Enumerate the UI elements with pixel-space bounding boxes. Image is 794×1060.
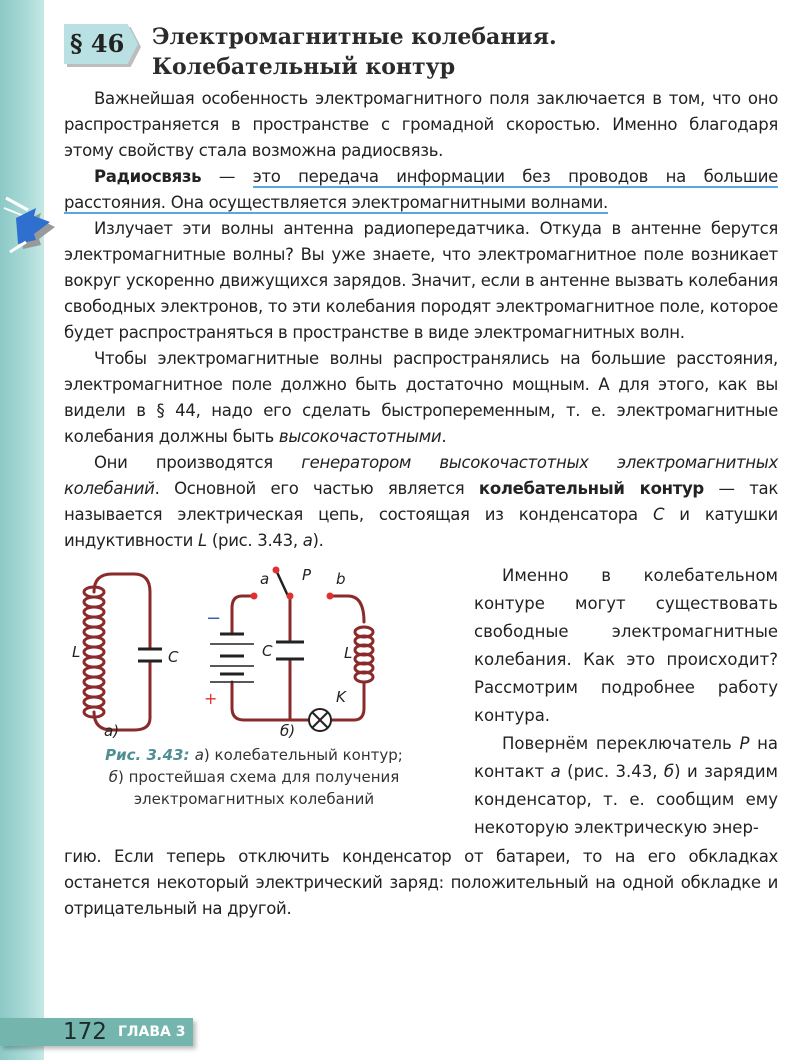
figure-3-43 xyxy=(64,562,444,738)
chapter-label: ГЛАВА 3 xyxy=(118,1024,186,1040)
section-title xyxy=(152,22,557,82)
term-kontur: колебательный контур xyxy=(478,479,704,498)
term-radiosvyaz: Радиосвязь xyxy=(94,167,202,186)
paragraph-7 xyxy=(474,730,778,842)
p4-italic: высокочастотными xyxy=(278,427,442,446)
dash: — xyxy=(201,167,253,186)
figure-and-text-row xyxy=(64,562,778,842)
battery xyxy=(210,634,254,682)
contact-a-ref: а xyxy=(550,762,561,781)
contact-pivot xyxy=(287,593,294,600)
label-L-a: L xyxy=(72,643,81,661)
body-text-bottom xyxy=(64,844,778,922)
page-content xyxy=(64,0,778,992)
p5-text-d: и катушки индуктивности xyxy=(64,505,778,550)
p4-text: Чтобы электромагнитные волны распространялись на большие расстояния, электромагнитное поле должно быть достаточно мощным. А для этого, как вы видели в § 44, надо его сделать быстропеременным, т. е. электромагнитные колебания должны быть xyxy=(64,349,778,446)
caption-b-text: ) простейшая схема для получения электромагнитных колебаний xyxy=(117,768,400,808)
caption-colon: : xyxy=(183,746,195,764)
page-number: 172 xyxy=(63,1019,107,1045)
p5-text-f: ). xyxy=(312,531,324,550)
label-K: K xyxy=(336,688,346,706)
paragraph-4 xyxy=(64,346,778,450)
coil-a xyxy=(84,587,104,717)
section-title-line2: Колебательный контур xyxy=(152,54,456,80)
label-plus: + xyxy=(204,689,218,708)
caption-b-label: б xyxy=(108,768,118,786)
coil-b xyxy=(355,627,373,682)
symbol-C: C xyxy=(652,505,665,524)
fig-ref-b: б xyxy=(663,762,675,781)
caption-a-text: ) колебательный контур; xyxy=(203,746,403,764)
caption-a-label: а xyxy=(194,746,204,764)
wire-a xyxy=(94,574,150,730)
p5-text-a: Они производятся xyxy=(94,453,302,472)
paragraph-7-continued: гию. Если теперь отключить конденсатор от батареи, то на его обкладках останется некоторый электрический заряд: положительный на одной обкладке и отрицательный на другой. xyxy=(64,847,778,918)
switch-lever xyxy=(276,570,288,596)
label-L-b: L xyxy=(344,644,353,662)
p5-text-b: . Основной его частью является xyxy=(154,479,479,498)
p5-text-c: — так называется электрическая цепь, состоящая из конденсатора xyxy=(64,479,778,524)
symbol-P: P xyxy=(739,734,750,753)
label-C-a: C xyxy=(168,648,179,666)
p7-text-d: ) и зарядим конденсатор, т. е. сообщим ему некоторую электрическую энер- xyxy=(474,762,778,837)
label-C-b: C xyxy=(262,642,273,660)
section-header xyxy=(64,22,778,82)
lamp xyxy=(309,709,331,731)
label-a: a xyxy=(260,570,270,588)
label-P: P xyxy=(302,566,312,584)
label-b: b xyxy=(336,570,346,588)
capacitor-b xyxy=(276,642,304,659)
figure-caption xyxy=(64,744,444,810)
body-text-top xyxy=(64,86,778,554)
paragraph-3: Излучает эти волны антенна радиопередатчика. Откуда в антенне берутся электромагнитные волны? Вы уже знаете, что электромагнитное поле возникает вокруг ускоренно движущихся зарядов. Значит, если в антенне вызвать колебания свободных электронов, то эти колебания породят электромагнитное поле, которое будет распространяться в пространстве в виде электромагнитных волн. xyxy=(64,219,778,342)
paragraph-1: Важнейшая особенность электромагнитного поля заключается в том, что оно распространяется в пространстве с громадной скоростью. Именно благодаря этому свойству стала возможна радиосвязь. xyxy=(64,89,778,160)
paragraph-definition xyxy=(64,164,778,216)
symbol-L: L xyxy=(198,531,207,550)
p7-text-c: (рис. 3.43, xyxy=(560,762,664,781)
section-number: § 46 xyxy=(70,29,125,58)
p5-text-e: (рис. 3.43, xyxy=(206,531,303,550)
body-text-right-column xyxy=(474,562,778,842)
paragraph-5 xyxy=(64,450,778,554)
p7-text-b: на контакт xyxy=(474,734,778,781)
paragraph-6: Именно в колебательном контуре могут существовать свободные электромагнитные колебания. Как это происходит? Рассмотрим подробнее работу контура. xyxy=(474,566,778,725)
p7-text-a: Повернём переключатель xyxy=(502,734,740,753)
sub-label-a: а) xyxy=(104,722,120,738)
capacitor-a xyxy=(138,649,162,661)
sub-label-b: б) xyxy=(280,722,296,738)
fig-ref-a: а xyxy=(302,531,313,550)
section-title-line1: Электромагнитные колебания. xyxy=(152,24,557,50)
page-margin-strip xyxy=(0,0,44,1060)
figure-column xyxy=(64,562,444,810)
p5-italic: генератором высокочастотных электромагнитных колебаний xyxy=(64,453,778,498)
page-footer xyxy=(0,1018,193,1046)
label-minus: − xyxy=(206,608,222,629)
caption-label: Рис. 3.43 xyxy=(105,746,184,764)
section-badge-wrap xyxy=(64,24,138,64)
definition-arrow-icon xyxy=(2,196,64,258)
p4-end: . xyxy=(441,427,447,446)
switch-end xyxy=(273,567,280,574)
contact-a xyxy=(251,593,258,600)
definition-text: это передача информации без проводов на большие расстояния. Она осуществляется электромагнитными волнами. xyxy=(64,167,778,212)
contact-b xyxy=(327,593,334,600)
